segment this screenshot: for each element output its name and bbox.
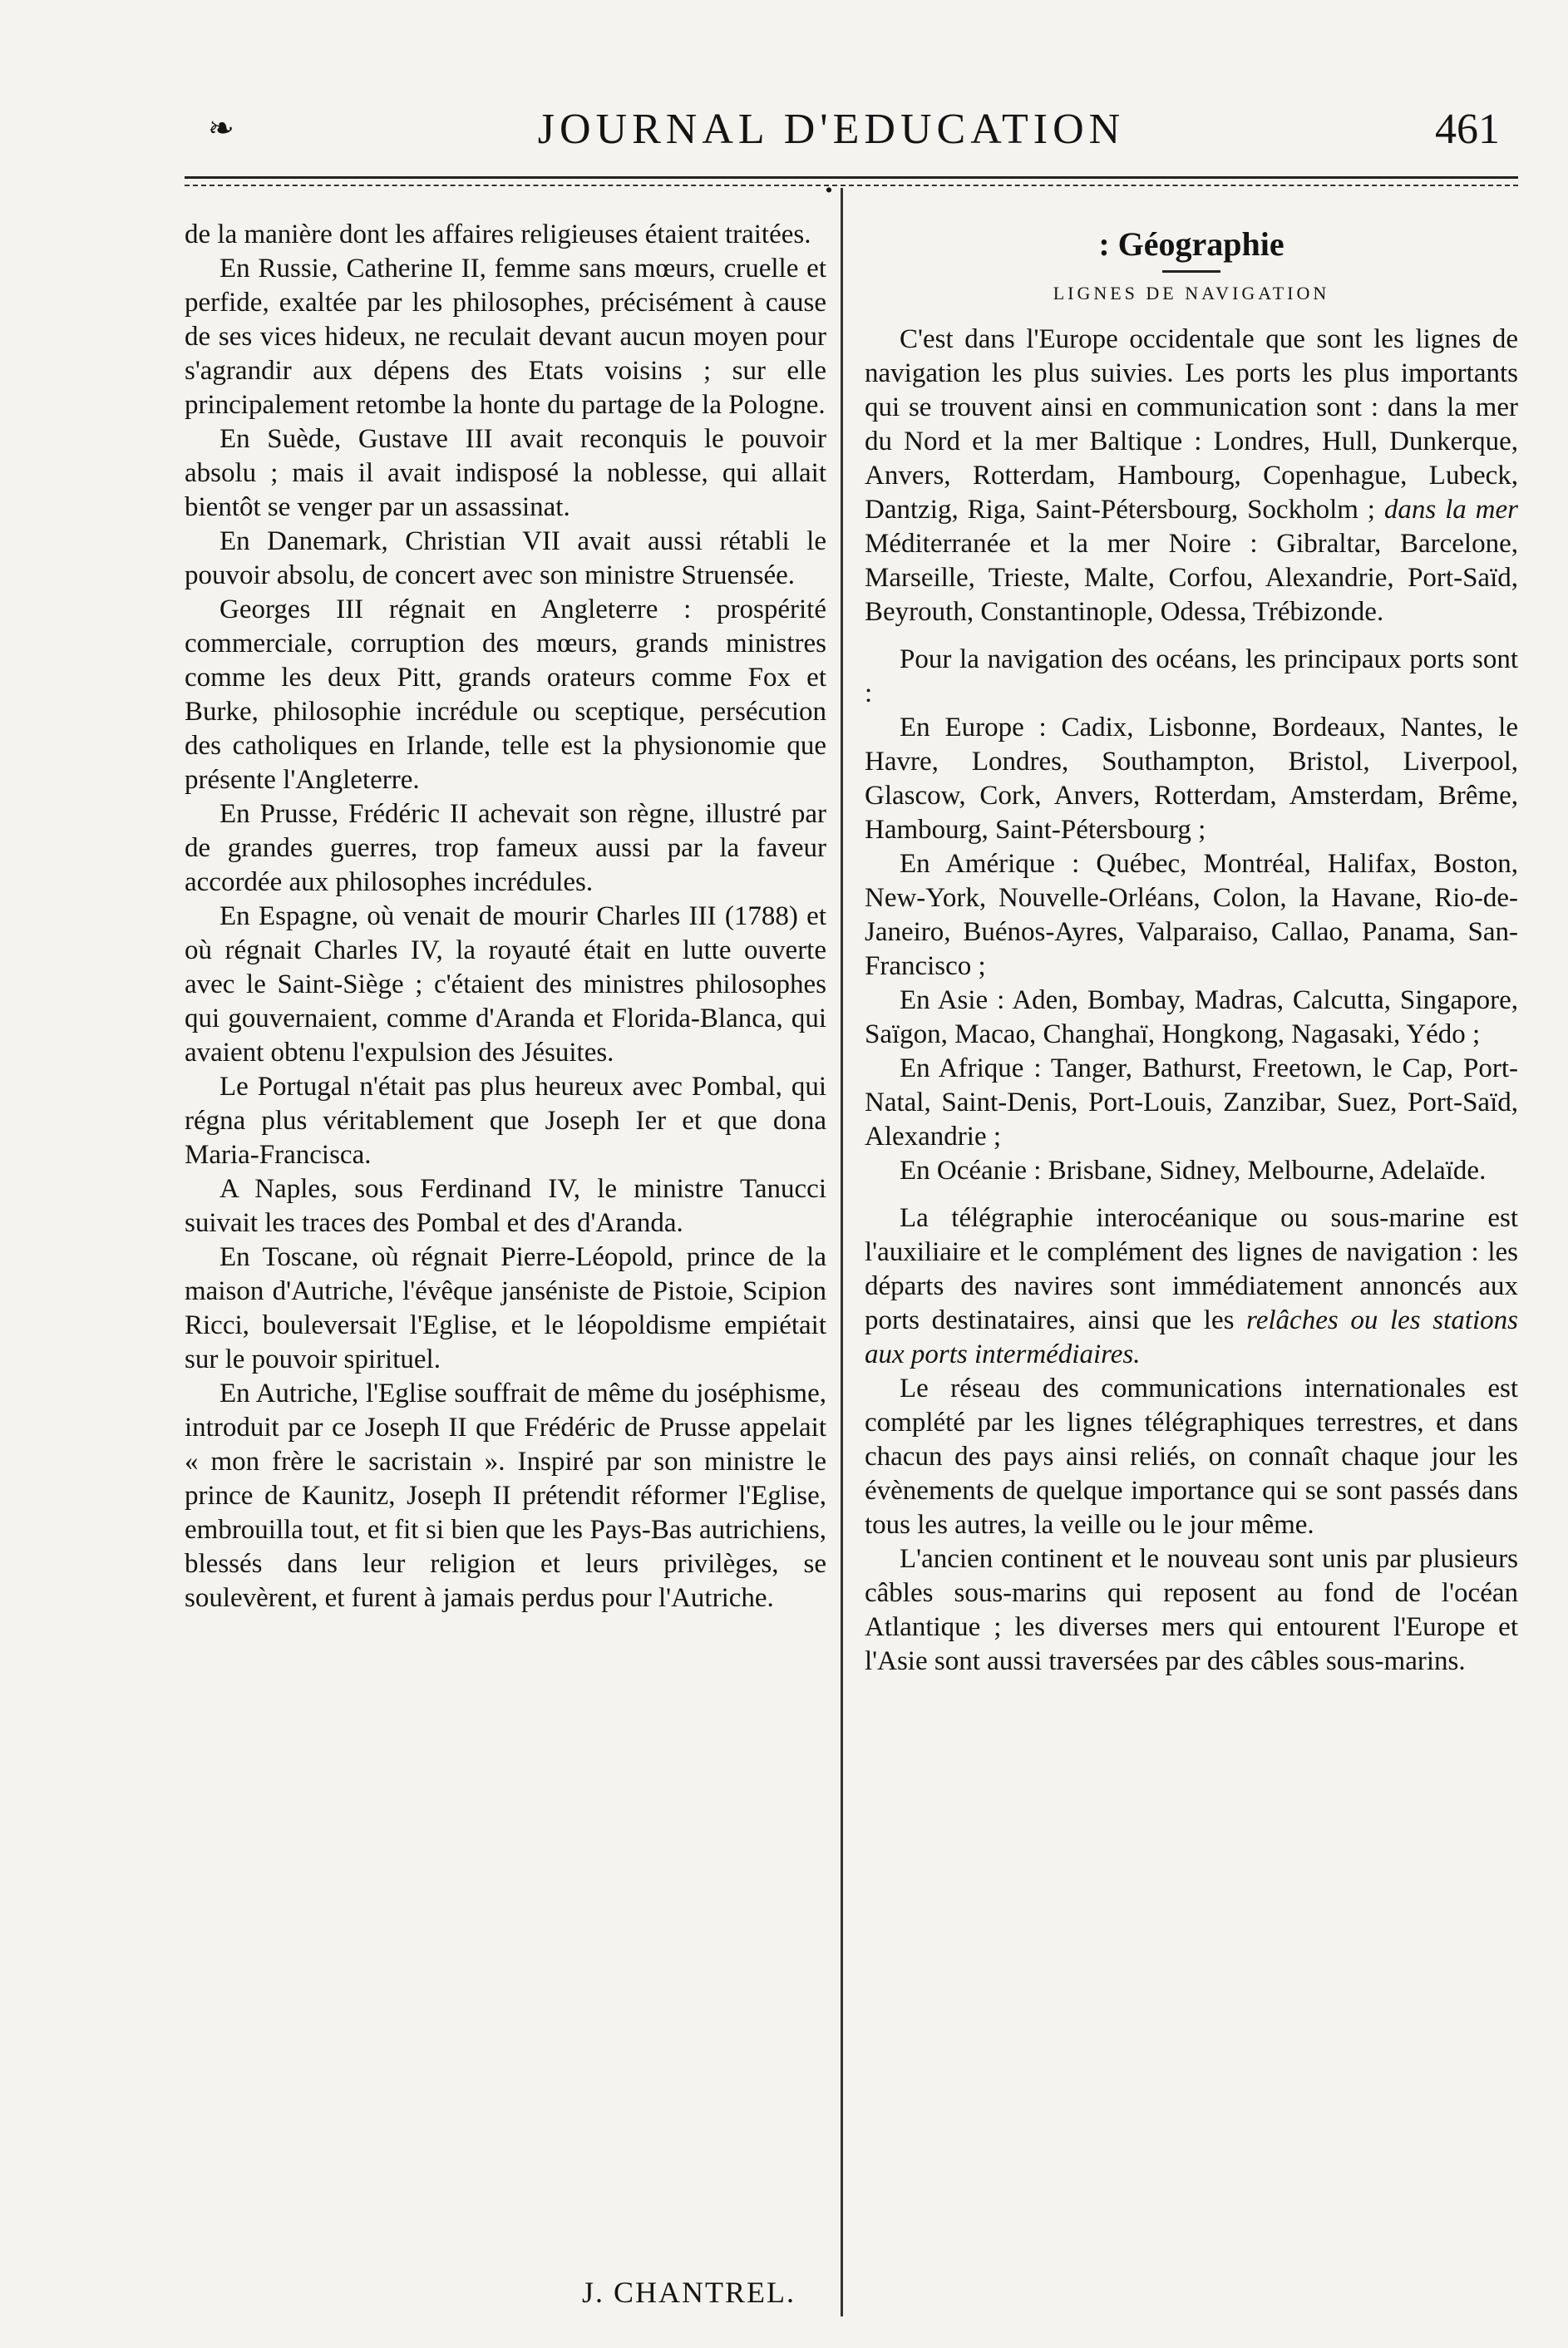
text-run: La télégraphie interocéanique ou sous-marine est l'auxiliaire et le complément des lignes de navigation : les départs des navires sont immédiatement annoncés aux ports destinataires, ainsi que les xyxy=(865,1203,1518,1335)
text-run: Méditerranée et la mer Noire : Gibraltar, Barcelone, Marseille, Trieste, Malte, Corfou, Alexandrie, Port-Saïd, Beyrouth, Constantinople, Odessa, Trébizonde. xyxy=(865,529,1518,627)
text-run: C'est dans l'Europe occidentale que sont les lignes de navigation les plus suivies. Les ports les plus importants qui se trouvent ainsi en communication sont : dans la mer du Nord et la mer Baltique : Londres, Hull, Dunkerque, Anvers, Rotterdam, Hambourg, Copenhague, Lubeck, Dantzig, Riga, Saint-Pétersbourg, Sockholm ; xyxy=(865,324,1518,525)
paragraph: Le Portugal n'était pas plus heureux avec Pombal, qui régna plus véritablement que Joseph Ier et que dona Maria-Francisca. xyxy=(185,1072,826,1170)
paragraph: En Russie, Catherine II, femme sans mœurs, cruelle et perfide, exaltée par les philosophes, précisément à cause de ses vices hideux, ne reculait devant aucun moyen pour s'agrandir aux dépens des Etats voisins ; sur elle principalement retombe la honte du partage de la Pologne. xyxy=(185,254,826,420)
column-divider xyxy=(841,188,843,2316)
journal-title: JOURNAL D'EDUCATION . xyxy=(537,106,1126,202)
left-column xyxy=(185,218,826,1615)
author-signature: J. CHANTREL. xyxy=(582,2276,796,2309)
header-rule-dashed xyxy=(185,185,1518,186)
paragraph: L'ancien continent et le nouveau sont unis par plusieurs câbles sous-marins qui reposent au fond de l'océan Atlantique ; les diverses mers qui entourent l'Europe et l'Asie sont aussi traversées par des câbles sous-marins. xyxy=(865,1544,1518,1676)
paragraph: Pour la navigation des océans, les principaux ports sont : xyxy=(865,644,1518,708)
paragraph xyxy=(865,1201,1518,1372)
paragraph: En Suède, Gustave III avait reconquis le pouvoir absolu ; mais il avait indisposé la noblesse, qui allait bientôt se venger par un assassinat. xyxy=(185,424,826,522)
paragraph: En Amérique : Québec, Montréal, Halifax, Boston, New-York, Nouvelle-Orléans, Colon, la Havane, Rio-de-Janeiro, Buénos-Ayres, Valparaiso, Callao, Panama, San-Francisco ; xyxy=(865,849,1518,981)
paragraph: En Europe : Cadix, Lisbonne, Bordeaux, Nantes, le Havre, Londres, Southampton, Bristol, Liverpool, Glascow, Cork, Anvers, Rotterdam, Amsterdam, Brême, Hambourg, Saint-Pétersbourg ; xyxy=(865,713,1518,845)
paragraph: En Asie : Aden, Bombay, Madras, Calcutta, Singapore, Saïgon, Macao, Changhaï, Hongkong, Nagasaki, Yédo ; xyxy=(865,985,1518,1049)
title-dash xyxy=(1162,270,1220,273)
paragraph: En Prusse, Frédéric II achevait son règne, illustré par de grandes guerres, trop fameux aussi par la faveur accordée aux philosophes incrédules. xyxy=(185,799,826,897)
paragraph: En Espagne, où venait de mourir Charles III (1788) et où régnait Charles IV, la royauté était en lutte ouverte avec le Saint-Siège ; c'étaient des ministres philosophes qui gouvernaient, comme d'Aranda et Florida-Blanca, qui avaient obtenu l'expulsion des Jésuites. xyxy=(185,901,826,1068)
page-number: 461 xyxy=(1435,106,1500,153)
italic-run: dans la mer xyxy=(1383,495,1518,525)
paragraph xyxy=(865,323,1518,629)
paragraph: de la manière dont les affaires religieuses étaient traitées. xyxy=(185,220,811,249)
paragraph: En Autriche, l'Eglise souffrait de même du joséphisme, introduit par ce Joseph II que Frédéric de Prusse appelait « mon frère le sacristain ». Inspiré par son ministre le prince de Kaunitz, Joseph II prétendit réformer l'Eglise, embrouilla tout, et fit si bien que les Pays-Bas autrichiens, blessés dans leur religion et leurs privilèges, se soulevèrent, et furent à jamais perdus pour l'Autriche. xyxy=(185,1379,826,1613)
paragraph: A Naples, sous Ferdinand IV, le ministre Tanucci suivait les traces des Pombal et des d'Aranda. xyxy=(185,1174,826,1238)
section-subtitle: LIGNES DE NAVIGATION xyxy=(1053,283,1330,303)
paragraph: Le réseau des communications internationales est complété par les lignes télégraphiques terrestres, et dans chacun des pays ainsi reliés, on connaît chaque jour les évènements de quelque importance qui se sont passés dans tous les autres, la veille ou le jour même. xyxy=(865,1374,1518,1540)
paragraph: En Afrique : Tanger, Bathurst, Freetown, le Cap, Port-Natal, Saint-Denis, Port-Louis, Zanzibar, Suez, Port-Saïd, Alexandrie ; xyxy=(865,1053,1518,1152)
right-column xyxy=(865,218,1518,1679)
section-title: : Géographie xyxy=(1098,225,1284,263)
paragraph: En Océanie : Brisbane, Sidney, Melbourne, Adelaïde. xyxy=(900,1156,1487,1186)
ornament-icon: ❧ xyxy=(208,110,234,146)
italic-run: relâches ou les stations aux ports intermédiaires. xyxy=(865,1305,1518,1369)
paragraph: En Toscane, où régnait Pierre-Léopold, prince de la maison d'Autriche, l'évêque janséniste de Pistoie, Scipion Ricci, bouleversait l'Eglise, et le léopoldisme empiétait sur le pouvoir spirituel. xyxy=(185,1242,826,1374)
paragraph: En Danemark, Christian VII avait aussi rétabli le pouvoir absolu, de concert avec son ministre Struensée. xyxy=(185,526,826,590)
paragraph: Georges III régnait en Angleterre : prospérité commerciale, corruption des mœurs, grands ministres comme les deux Pitt, grands orateurs comme Fox et Burke, philosophie incrédule ou sceptique, persécution des catholiques en Irlande, telle est la physionomie que présente l'Angleterre. xyxy=(185,594,826,795)
header-rule xyxy=(185,176,1518,179)
page-header xyxy=(0,98,1568,202)
